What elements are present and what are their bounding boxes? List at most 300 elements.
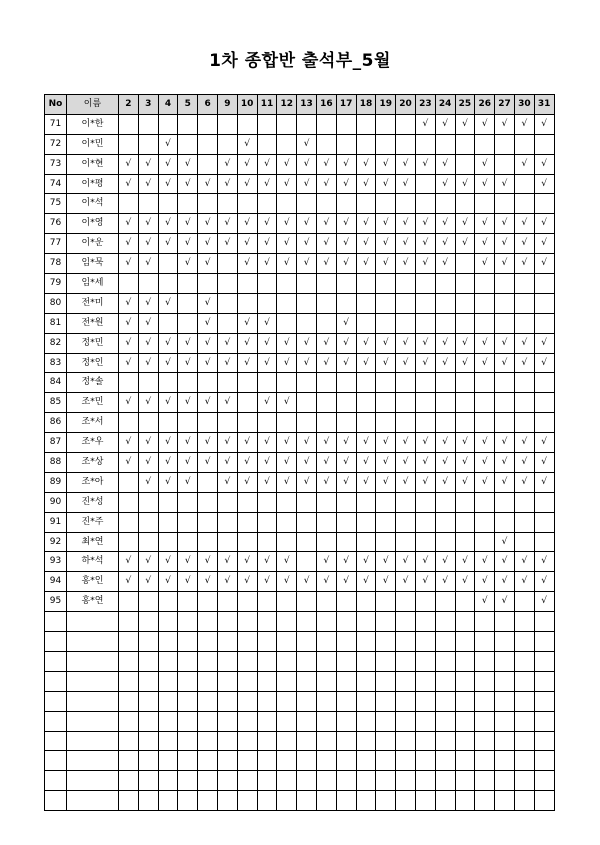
attendance-check: √ — [356, 433, 376, 453]
attendance-check: √ — [257, 472, 277, 492]
attendance-cell — [415, 671, 435, 691]
attendance-cell — [316, 413, 336, 433]
attendance-check: √ — [396, 154, 416, 174]
attendance-check: √ — [514, 572, 534, 592]
attendance-cell — [257, 691, 277, 711]
attendance-cell — [119, 532, 139, 552]
attendance-cell — [217, 114, 237, 134]
attendance-cell — [534, 731, 554, 751]
attendance-check: √ — [277, 453, 297, 473]
attendance-check: √ — [475, 472, 495, 492]
blank-row — [45, 632, 555, 652]
student-name — [67, 671, 119, 691]
attendance-check: √ — [396, 472, 416, 492]
attendance-cell — [376, 791, 396, 811]
row-number: 92 — [45, 532, 67, 552]
attendance-cell — [376, 194, 396, 214]
attendance-cell — [495, 731, 515, 751]
student-name — [67, 791, 119, 811]
attendance-cell — [277, 313, 297, 333]
attendance-cell — [257, 194, 277, 214]
attendance-cell — [257, 771, 277, 791]
attendance-cell — [376, 134, 396, 154]
attendance-check: √ — [119, 333, 139, 353]
attendance-cell — [138, 274, 158, 294]
attendance-cell — [217, 651, 237, 671]
attendance-check: √ — [138, 234, 158, 254]
attendance-check: √ — [257, 453, 277, 473]
attendance-check: √ — [158, 433, 178, 453]
table-row — [45, 274, 555, 294]
attendance-cell — [336, 194, 356, 214]
attendance-cell — [297, 373, 317, 393]
attendance-cell — [534, 791, 554, 811]
header-day: 25 — [455, 95, 475, 115]
attendance-cell — [237, 751, 257, 771]
attendance-cell — [435, 293, 455, 313]
attendance-check: √ — [475, 552, 495, 572]
attendance-cell — [455, 274, 475, 294]
attendance-cell — [534, 313, 554, 333]
attendance-cell — [198, 134, 218, 154]
attendance-cell — [237, 671, 257, 691]
header-day: 6 — [198, 95, 218, 115]
attendance-cell — [415, 632, 435, 652]
attendance-cell — [138, 731, 158, 751]
attendance-cell — [396, 134, 416, 154]
header-day: 24 — [435, 95, 455, 115]
attendance-cell — [297, 771, 317, 791]
attendance-cell — [336, 791, 356, 811]
attendance-cell — [475, 194, 495, 214]
table-row — [45, 214, 555, 234]
attendance-cell — [415, 592, 435, 612]
attendance-cell — [534, 492, 554, 512]
attendance-cell — [514, 512, 534, 532]
attendance-cell — [396, 711, 416, 731]
attendance-cell — [415, 731, 435, 751]
attendance-check: √ — [435, 472, 455, 492]
attendance-cell — [356, 492, 376, 512]
attendance-cell — [138, 194, 158, 214]
attendance-cell — [376, 711, 396, 731]
attendance-cell — [158, 731, 178, 751]
attendance-cell — [178, 134, 198, 154]
attendance-check: √ — [376, 333, 396, 353]
attendance-check: √ — [277, 234, 297, 254]
blank-row — [45, 711, 555, 731]
attendance-cell — [198, 632, 218, 652]
attendance-check: √ — [217, 433, 237, 453]
attendance-cell — [158, 373, 178, 393]
attendance-check: √ — [316, 453, 336, 473]
attendance-cell — [435, 592, 455, 612]
attendance-check: √ — [277, 433, 297, 453]
attendance-check: √ — [316, 254, 336, 274]
attendance-cell — [435, 274, 455, 294]
attendance-check: √ — [475, 572, 495, 592]
attendance-check: √ — [415, 433, 435, 453]
attendance-cell — [534, 612, 554, 632]
attendance-cell — [396, 413, 416, 433]
attendance-cell — [455, 791, 475, 811]
row-number — [45, 771, 67, 791]
attendance-check: √ — [119, 154, 139, 174]
attendance-cell — [514, 194, 534, 214]
attendance-cell — [217, 254, 237, 274]
attendance-cell — [237, 711, 257, 731]
row-number — [45, 751, 67, 771]
attendance-check: √ — [178, 353, 198, 373]
attendance-cell — [396, 393, 416, 413]
student-name: 정*인 — [67, 353, 119, 373]
header-row — [45, 95, 555, 115]
attendance-check: √ — [415, 472, 435, 492]
attendance-check: √ — [178, 552, 198, 572]
attendance-check: √ — [138, 254, 158, 274]
attendance-cell — [415, 174, 435, 194]
attendance-cell — [277, 592, 297, 612]
row-number — [45, 651, 67, 671]
attendance-cell — [198, 512, 218, 532]
attendance-cell — [217, 274, 237, 294]
attendance-check: √ — [198, 393, 218, 413]
row-number: 85 — [45, 393, 67, 413]
attendance-cell — [198, 592, 218, 612]
attendance-cell — [376, 771, 396, 791]
attendance-cell — [534, 194, 554, 214]
attendance-cell — [257, 671, 277, 691]
attendance-cell — [495, 134, 515, 154]
attendance-table — [44, 94, 555, 811]
attendance-check: √ — [356, 174, 376, 194]
attendance-check: √ — [316, 472, 336, 492]
blank-row — [45, 671, 555, 691]
attendance-cell — [277, 751, 297, 771]
table-row — [45, 492, 555, 512]
attendance-cell — [356, 711, 376, 731]
attendance-check: √ — [475, 433, 495, 453]
student-name: 임*세 — [67, 274, 119, 294]
attendance-cell — [119, 612, 139, 632]
attendance-cell — [316, 293, 336, 313]
attendance-cell — [277, 413, 297, 433]
table-row — [45, 552, 555, 572]
attendance-cell — [475, 393, 495, 413]
attendance-cell — [376, 413, 396, 433]
attendance-check: √ — [237, 214, 257, 234]
attendance-check: √ — [119, 393, 139, 413]
attendance-check: √ — [396, 254, 416, 274]
attendance-cell — [158, 791, 178, 811]
attendance-cell — [495, 313, 515, 333]
attendance-cell — [316, 791, 336, 811]
attendance-cell — [138, 512, 158, 532]
attendance-cell — [217, 751, 237, 771]
attendance-cell — [475, 274, 495, 294]
attendance-cell — [119, 651, 139, 671]
attendance-check: √ — [495, 592, 515, 612]
attendance-check: √ — [475, 254, 495, 274]
attendance-cell — [217, 194, 237, 214]
attendance-check: √ — [396, 234, 416, 254]
table-row — [45, 293, 555, 313]
attendance-cell — [356, 592, 376, 612]
attendance-check: √ — [415, 552, 435, 572]
attendance-cell — [475, 612, 495, 632]
attendance-cell — [435, 711, 455, 731]
attendance-cell — [514, 313, 534, 333]
header-day: 5 — [178, 95, 198, 115]
header-name: 이름 — [67, 95, 119, 115]
attendance-check: √ — [158, 333, 178, 353]
attendance-cell — [158, 512, 178, 532]
attendance-cell — [198, 194, 218, 214]
attendance-cell — [138, 413, 158, 433]
attendance-check: √ — [178, 393, 198, 413]
attendance-cell — [356, 114, 376, 134]
attendance-check: √ — [475, 174, 495, 194]
attendance-cell — [435, 413, 455, 433]
attendance-check: √ — [495, 572, 515, 592]
attendance-cell — [297, 552, 317, 572]
student-name: 이*석 — [67, 194, 119, 214]
student-name: 하*석 — [67, 552, 119, 572]
attendance-cell — [158, 114, 178, 134]
attendance-cell — [415, 413, 435, 433]
attendance-cell — [119, 592, 139, 612]
table-row — [45, 234, 555, 254]
attendance-cell — [455, 651, 475, 671]
blank-row — [45, 771, 555, 791]
attendance-check: √ — [316, 572, 336, 592]
attendance-cell — [217, 791, 237, 811]
attendance-cell — [119, 373, 139, 393]
attendance-check: √ — [257, 214, 277, 234]
attendance-cell — [534, 532, 554, 552]
attendance-cell — [475, 632, 495, 652]
attendance-check: √ — [435, 234, 455, 254]
table-row — [45, 154, 555, 174]
attendance-cell — [356, 373, 376, 393]
attendance-cell — [415, 194, 435, 214]
attendance-check: √ — [396, 214, 416, 234]
attendance-cell — [415, 512, 435, 532]
attendance-cell — [178, 632, 198, 652]
attendance-cell — [277, 671, 297, 691]
attendance-cell — [198, 154, 218, 174]
blank-row — [45, 731, 555, 751]
attendance-check: √ — [119, 254, 139, 274]
attendance-check: √ — [158, 472, 178, 492]
student-name: 전*미 — [67, 293, 119, 313]
attendance-check: √ — [178, 234, 198, 254]
header-day: 9 — [217, 95, 237, 115]
attendance-check: √ — [198, 293, 218, 313]
attendance-cell — [376, 731, 396, 751]
attendance-cell — [336, 492, 356, 512]
attendance-cell — [396, 731, 416, 751]
attendance-check: √ — [336, 472, 356, 492]
student-name: 이*현 — [67, 154, 119, 174]
attendance-cell — [297, 691, 317, 711]
attendance-cell — [435, 532, 455, 552]
attendance-cell — [455, 731, 475, 751]
attendance-cell — [455, 492, 475, 512]
attendance-check: √ — [198, 453, 218, 473]
attendance-cell — [297, 532, 317, 552]
attendance-cell — [316, 671, 336, 691]
attendance-cell — [158, 532, 178, 552]
attendance-check: √ — [297, 134, 317, 154]
attendance-check: √ — [198, 572, 218, 592]
attendance-cell — [178, 313, 198, 333]
attendance-check: √ — [198, 254, 218, 274]
attendance-cell — [435, 671, 455, 691]
attendance-cell — [514, 393, 534, 413]
attendance-check: √ — [217, 353, 237, 373]
attendance-cell — [297, 413, 317, 433]
attendance-cell — [336, 592, 356, 612]
student-name: 이*영 — [67, 214, 119, 234]
attendance-cell — [119, 671, 139, 691]
attendance-cell — [198, 532, 218, 552]
attendance-cell — [158, 691, 178, 711]
attendance-cell — [138, 771, 158, 791]
attendance-check: √ — [257, 174, 277, 194]
attendance-check: √ — [534, 214, 554, 234]
attendance-cell — [237, 592, 257, 612]
attendance-cell — [277, 274, 297, 294]
attendance-check: √ — [455, 234, 475, 254]
row-number: 91 — [45, 512, 67, 532]
attendance-cell — [514, 293, 534, 313]
attendance-check: √ — [158, 134, 178, 154]
header-day: 18 — [356, 95, 376, 115]
attendance-check: √ — [356, 472, 376, 492]
attendance-cell — [396, 313, 416, 333]
attendance-check: √ — [336, 313, 356, 333]
student-name: 조*민 — [67, 393, 119, 413]
attendance-cell — [495, 274, 515, 294]
attendance-cell — [257, 632, 277, 652]
row-number — [45, 711, 67, 731]
attendance-cell — [336, 612, 356, 632]
table-row — [45, 532, 555, 552]
attendance-cell — [475, 492, 495, 512]
attendance-check: √ — [534, 234, 554, 254]
attendance-check: √ — [495, 214, 515, 234]
attendance-check: √ — [178, 254, 198, 274]
attendance-cell — [455, 771, 475, 791]
student-name: 정*민 — [67, 333, 119, 353]
attendance-check: √ — [455, 552, 475, 572]
attendance-check: √ — [119, 234, 139, 254]
attendance-cell — [119, 114, 139, 134]
attendance-check: √ — [277, 472, 297, 492]
attendance-check: √ — [534, 453, 554, 473]
attendance-check: √ — [376, 433, 396, 453]
attendance-check: √ — [297, 353, 317, 373]
attendance-check: √ — [534, 592, 554, 612]
attendance-cell — [455, 413, 475, 433]
attendance-check: √ — [514, 453, 534, 473]
attendance-cell — [396, 612, 416, 632]
attendance-cell — [316, 313, 336, 333]
row-number: 75 — [45, 194, 67, 214]
attendance-cell — [217, 512, 237, 532]
attendance-cell — [277, 711, 297, 731]
attendance-cell — [316, 651, 336, 671]
attendance-check: √ — [316, 552, 336, 572]
attendance-cell — [435, 194, 455, 214]
blank-row — [45, 791, 555, 811]
attendance-cell — [277, 512, 297, 532]
header-day: 31 — [534, 95, 554, 115]
attendance-check: √ — [435, 154, 455, 174]
attendance-check: √ — [257, 234, 277, 254]
table-row — [45, 134, 555, 154]
attendance-cell — [415, 711, 435, 731]
attendance-cell — [356, 731, 376, 751]
attendance-cell — [138, 114, 158, 134]
attendance-check: √ — [356, 333, 376, 353]
attendance-check: √ — [534, 174, 554, 194]
attendance-check: √ — [495, 254, 515, 274]
row-number: 87 — [45, 433, 67, 453]
attendance-cell — [138, 671, 158, 691]
attendance-check: √ — [138, 433, 158, 453]
attendance-check: √ — [376, 472, 396, 492]
attendance-cell — [336, 114, 356, 134]
attendance-cell — [217, 492, 237, 512]
attendance-cell — [178, 114, 198, 134]
attendance-cell — [277, 612, 297, 632]
attendance-check: √ — [415, 154, 435, 174]
attendance-cell — [376, 512, 396, 532]
attendance-check: √ — [237, 134, 257, 154]
attendance-check: √ — [336, 254, 356, 274]
attendance-check: √ — [297, 234, 317, 254]
attendance-check: √ — [514, 254, 534, 274]
attendance-check: √ — [336, 333, 356, 353]
attendance-cell — [415, 492, 435, 512]
attendance-cell — [237, 194, 257, 214]
attendance-cell — [495, 711, 515, 731]
attendance-check: √ — [178, 333, 198, 353]
attendance-check: √ — [297, 572, 317, 592]
attendance-cell — [514, 671, 534, 691]
attendance-cell — [475, 731, 495, 751]
attendance-cell — [119, 691, 139, 711]
attendance-cell — [356, 612, 376, 632]
attendance-cell — [237, 274, 257, 294]
attendance-check: √ — [435, 453, 455, 473]
attendance-cell — [475, 651, 495, 671]
attendance-cell — [297, 791, 317, 811]
attendance-check: √ — [297, 254, 317, 274]
attendance-check: √ — [376, 353, 396, 373]
attendance-cell — [475, 413, 495, 433]
attendance-check: √ — [178, 453, 198, 473]
attendance-check: √ — [237, 254, 257, 274]
attendance-cell — [277, 134, 297, 154]
attendance-cell — [316, 771, 336, 791]
attendance-cell — [356, 274, 376, 294]
row-number: 83 — [45, 353, 67, 373]
attendance-check: √ — [336, 552, 356, 572]
attendance-check: √ — [119, 433, 139, 453]
